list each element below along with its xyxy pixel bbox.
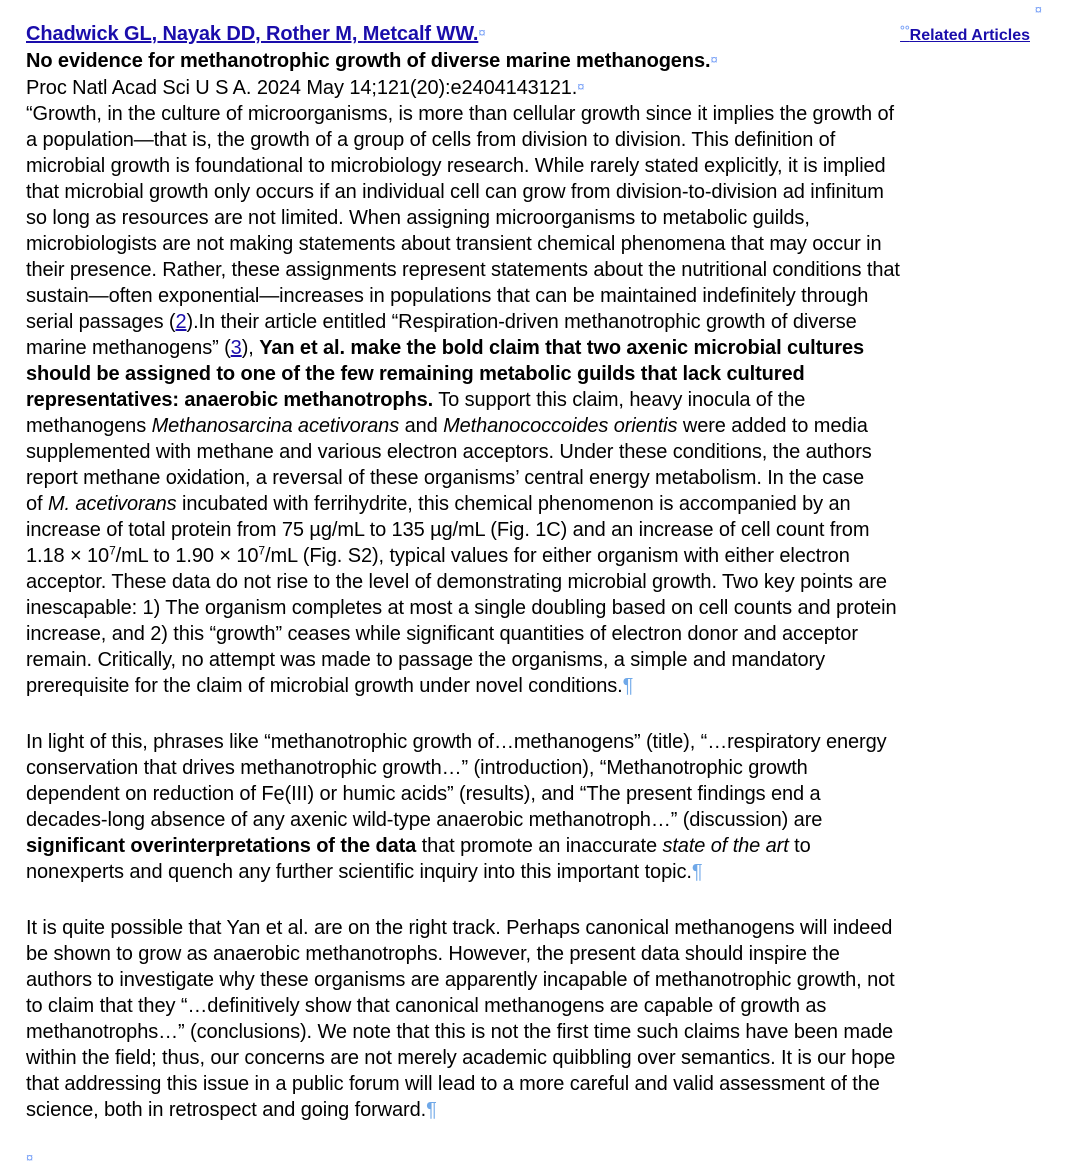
text-line: In light of this, phrases like “methanotrophic growth of…methanogens” (title), “…respiratory energy bbox=[26, 731, 887, 753]
species-name: Methanosarcina acetivorans bbox=[151, 415, 400, 437]
text-line bbox=[26, 309, 1030, 335]
text-span: ), bbox=[241, 337, 260, 359]
reference-link-3[interactable]: 3 bbox=[230, 337, 242, 359]
text-span: To support this claim, heavy inocula of the bbox=[433, 389, 806, 411]
text-line bbox=[26, 335, 1030, 361]
text-span: prerequisite for the claim of microbial growth under novel conditions. bbox=[26, 675, 623, 697]
text-line: conservation that drives methanotrophic growth…” (introduction), “Methanotrophic growth bbox=[26, 757, 808, 779]
text-span: to bbox=[788, 835, 811, 857]
text-span: were added to media bbox=[677, 415, 868, 437]
article-title bbox=[26, 47, 1030, 74]
text-line bbox=[26, 413, 1030, 439]
pilcrow-icon: ¶ bbox=[426, 1099, 437, 1121]
text-line bbox=[26, 1097, 1030, 1123]
authors-link[interactable]: Chadwick GL, Nayak DD, Rother M, Metcalf WW. bbox=[26, 23, 479, 45]
text-span: 1.18 × 10 bbox=[26, 545, 110, 567]
text-span: methanogens bbox=[26, 415, 152, 437]
table-cell-marker-icon: ¤ bbox=[1034, 2, 1042, 17]
text-line: their presence. Rather, these assignments represent statements about the nutritional conditions that bbox=[26, 259, 900, 281]
text-line: report methane oxidation, a reversal of these organisms’ central energy metabolism. In the case bbox=[26, 467, 864, 489]
text-span: that promote an inaccurate bbox=[416, 835, 663, 857]
cell-marker-icon: ¤ bbox=[710, 52, 718, 67]
bold-claim: representatives: anaerobic methanotrophs. bbox=[26, 389, 434, 411]
text-span: and bbox=[399, 415, 444, 437]
text-line: increase, and 2) this “growth” ceases while significant quantities of electron donor and acceptor bbox=[26, 623, 858, 645]
bold-claim: significant overinterpretations of the data bbox=[26, 835, 417, 857]
paragraph-gap bbox=[26, 885, 1030, 915]
text-line: methanotrophs…” (conclusions). We note that this is not the first time such claims have been made bbox=[26, 1021, 894, 1043]
reference-link-2[interactable]: 2 bbox=[175, 311, 187, 333]
text-span: incubated with ferrihydrite, this chemical phenomenon is accompanied by an bbox=[176, 493, 851, 515]
table-cell-marker-icon: ¤ bbox=[26, 1150, 34, 1165]
text-line: within the field; thus, our concerns are not merely academic quibbling over semantics. It is our hope bbox=[26, 1047, 896, 1069]
text-span: serial passages ( bbox=[26, 311, 176, 333]
italic-phrase: state of the art bbox=[662, 835, 789, 857]
article-title-text: No evidence for methanotrophic growth of diverse marine methanogens. bbox=[26, 50, 711, 72]
species-name: M. acetivorans bbox=[47, 493, 177, 515]
text-line: authors to investigate why these organisms are apparently incapable of methanotrophic growth, not bbox=[26, 969, 895, 991]
cell-marker-icon: ¤ bbox=[577, 79, 585, 94]
text-span: marine methanogens” ( bbox=[26, 337, 231, 359]
species-name: Methanococcoides orientis bbox=[443, 415, 678, 437]
paragraph-gap bbox=[26, 699, 1030, 729]
paragraph-1 bbox=[26, 101, 1030, 699]
text-line: to claim that they “…definitively show that canonical methanogens are capable of growth as bbox=[26, 995, 827, 1017]
related-articles-label: Related Articles bbox=[909, 27, 1030, 44]
text-line bbox=[26, 361, 1030, 387]
text-line: microbiologists are not making statements about transient chemical phenomena that may occur in bbox=[26, 233, 882, 255]
text-span: ).In their article entitled “Respiration-driven methanotrophic growth of diverse bbox=[186, 311, 857, 333]
text-line: acceptor. These data do not rise to the level of demonstrating microbial growth. Two key points are bbox=[26, 571, 887, 593]
text-line: dependent on reduction of Fe(III) or humic acids” (results), and “The present findings end a bbox=[26, 783, 821, 805]
document-page bbox=[26, 20, 1030, 1123]
text-line bbox=[26, 387, 1030, 413]
text-line: that addressing this issue in a public forum will lead to a more careful and valid assessment of the bbox=[26, 1073, 880, 1095]
text-span: of bbox=[26, 493, 48, 515]
text-line: decades-long absence of any axenic wild-type anaerobic methanotroph…” (discussion) are bbox=[26, 809, 823, 831]
text-line bbox=[26, 491, 1030, 517]
text-line: a population—that is, the growth of a group of cells from division to division. This definition of bbox=[26, 129, 836, 151]
text-line bbox=[26, 673, 1030, 699]
text-line bbox=[26, 543, 1030, 569]
text-span: /mL to 1.90 × 10 bbox=[115, 545, 259, 567]
cell-marker-icon: ¤ bbox=[478, 25, 486, 40]
text-span: nonexperts and quench any further scientific inquiry into this important topic. bbox=[26, 861, 692, 883]
text-line: increase of total protein from 75 µg/mL to 135 µg/mL (Fig. 1C) and an increase of cell count from bbox=[26, 519, 870, 541]
text-line: be shown to grow as anaerobic methanotrophs. However, the present data should inspire the bbox=[26, 943, 840, 965]
related-articles-link[interactable] bbox=[900, 23, 1030, 45]
superscript: 7 bbox=[109, 543, 116, 558]
text-line: supplemented with methane and various electron acceptors. Under these conditions, the authors bbox=[26, 441, 872, 463]
authors-line bbox=[26, 20, 1030, 47]
related-marker-icon: °° bbox=[900, 23, 910, 37]
bold-claim: should be assigned to one of the few remaining metabolic guilds that lack cultured bbox=[26, 363, 805, 385]
text-span: science, both in retrospect and going forward. bbox=[26, 1099, 427, 1121]
text-span: /mL (Fig. S2), typical values for either organism with either electron bbox=[265, 545, 850, 567]
text-line: that microbial growth only occurs if an individual cell can grow from division-to-division ad infinitum bbox=[26, 181, 884, 203]
pilcrow-icon: ¶ bbox=[691, 861, 703, 883]
bold-claim: Yan et al. make the bold claim that two axenic microbial cultures bbox=[259, 337, 864, 359]
text-line: “Growth, in the culture of microorganisms, is more than cellular growth since it implies the growth of bbox=[26, 103, 894, 125]
text-line: inescapable: 1) The organism completes at most a single doubling based on cell counts and protein bbox=[26, 597, 897, 619]
superscript: 7 bbox=[258, 543, 265, 558]
text-line: so long as resources are not limited. When assigning microorganisms to metabolic guilds, bbox=[26, 207, 810, 229]
citation-line bbox=[26, 74, 1030, 101]
text-line: sustain—often exponential—increases in populations that can be maintained indefinitely through bbox=[26, 285, 869, 307]
citation-text: Proc Natl Acad Sci U S A. 2024 May 14;121(20):e2404143121. bbox=[26, 77, 578, 99]
pilcrow-icon: ¶ bbox=[622, 675, 634, 697]
text-line: remain. Critically, no attempt was made to passage the organisms, a simple and mandatory bbox=[26, 649, 825, 671]
text-line bbox=[26, 833, 1030, 859]
text-line bbox=[26, 859, 1030, 885]
text-line: microbial growth is foundational to microbiology research. While rarely stated explicitly, it is implied bbox=[26, 155, 886, 177]
paragraph-3 bbox=[26, 915, 1030, 1123]
paragraph-2 bbox=[26, 729, 1030, 885]
text-line: It is quite possible that Yan et al. are on the right track. Perhaps canonical methanogens will indeed bbox=[26, 917, 893, 939]
